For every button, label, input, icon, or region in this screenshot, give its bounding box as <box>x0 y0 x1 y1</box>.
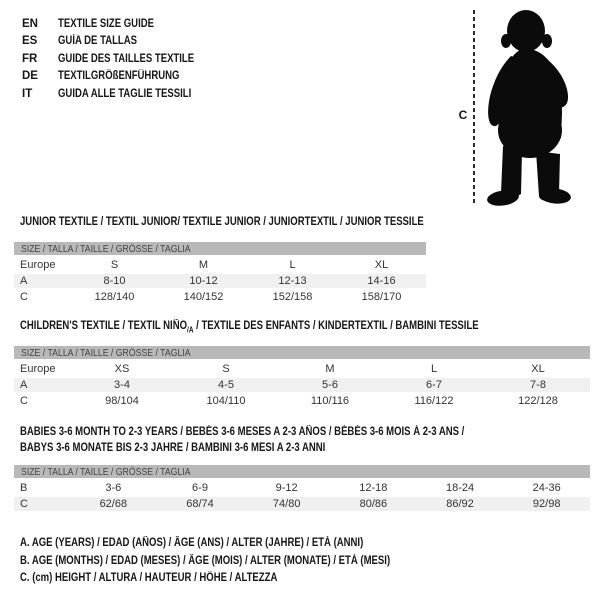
language-legend <box>22 15 222 103</box>
table-cell: M <box>198 259 209 271</box>
guide-title-fr: GUIDE DES TAILLES TEXTILE <box>58 52 195 65</box>
table-cell: 14-16 <box>367 275 396 287</box>
silhouette-ear-left <box>501 34 511 48</box>
table-cell: XS <box>114 363 130 375</box>
table-row-c <box>14 393 590 409</box>
title-text: / TEXTILE DES ENFANTS / KINDERTEXTIL / BAMBINI TESSILE <box>193 320 479 332</box>
table-cell: 6-9 <box>192 482 208 494</box>
footnotes <box>20 535 466 588</box>
row-label: Europe <box>20 259 56 271</box>
table-cell: L <box>430 363 438 375</box>
footnote-a: A. AGE (YEARS) / EDAD (AÑOS) / ÂGE (ANS) / ALTER (JAHRE) / ETÀ (ANNI) <box>20 537 364 549</box>
table-cell: 9-12 <box>275 482 298 494</box>
table-cell: 12-18 <box>359 482 388 494</box>
table-cell: 3-4 <box>114 379 130 391</box>
language-code: DE <box>22 70 38 83</box>
table-cell: 62/68 <box>99 498 128 510</box>
table-cell: 80/86 <box>359 498 388 510</box>
table-cell: S <box>110 259 119 271</box>
legend-row-it <box>22 85 222 103</box>
table-row-a <box>14 273 426 289</box>
table-row-c <box>14 289 426 305</box>
babies-size-table <box>14 465 590 512</box>
table-cell: 86/92 <box>446 498 474 510</box>
size-header-text: SIZE / TALLA / TAILLE / GRÖSSE / TAGLIA <box>21 242 191 255</box>
row-label: C <box>20 291 28 303</box>
table-title-line <box>20 215 506 229</box>
row-label: C <box>20 498 28 510</box>
table-title-line <box>20 319 573 333</box>
table-cell: 7-8 <box>530 379 546 391</box>
table-cell: 128/140 <box>94 291 135 303</box>
height-measure-label: C <box>458 108 468 122</box>
table-cell: 158/170 <box>361 291 402 303</box>
table-cell: 12-13 <box>278 275 307 287</box>
row-label: A <box>20 379 28 391</box>
table-cell: 18-24 <box>445 482 475 494</box>
table-row-c <box>14 496 590 512</box>
silhouette-head <box>507 10 545 52</box>
table-cell: 10-12 <box>189 275 218 287</box>
row-label: C <box>20 395 28 407</box>
guide-title-es: GUÍA DE TALLAS <box>58 35 138 48</box>
babies-table-title <box>20 424 555 456</box>
table-cell: 8-10 <box>103 275 126 287</box>
table-title-line <box>20 424 555 440</box>
children-size-table <box>14 346 590 409</box>
table-cell: 152/158 <box>272 291 313 303</box>
guide-title-it: GUIDA ALLE TAGLIE TESSILI <box>58 87 192 100</box>
language-code: EN <box>22 17 38 30</box>
junior-size-table <box>14 242 426 305</box>
table-cell: 104/110 <box>206 395 246 407</box>
size-header-text: SIZE / TALLA / TAILLE / GRÖSSE / TAGLIA <box>21 346 191 359</box>
table-cell: 6-7 <box>426 379 442 391</box>
guide-title-de: TEXTILGRÖßENFÜHRUNG <box>58 70 180 83</box>
children-table-title <box>20 319 573 333</box>
table-row-b <box>14 480 590 496</box>
table-cell: 24-36 <box>532 482 561 494</box>
title-text: JUNIOR TEXTILE / TEXTIL JUNIOR/ TEXTILE JUNIOR / JUNIORTEXTIL / JUNIOR TESSILE <box>20 216 424 228</box>
table-cell: XL <box>374 259 389 271</box>
table-cell: 140/152 <box>183 291 224 303</box>
table-cell: 110/116 <box>310 395 350 407</box>
toddler-silhouette-icon <box>481 8 577 208</box>
language-code: ES <box>22 35 38 48</box>
table-cell: 92/98 <box>532 498 561 510</box>
table-row-europe <box>14 361 590 377</box>
table-cell: 74/80 <box>272 498 301 510</box>
footnote-b-line <box>20 553 466 571</box>
legend-row-fr <box>22 50 222 68</box>
table-cell: 116/122 <box>414 395 454 407</box>
table-cell: XL <box>531 363 545 375</box>
table-cell: 5-6 <box>322 379 338 391</box>
row-label: A <box>20 275 28 287</box>
table-cell: M <box>325 363 335 375</box>
table-cell: 4-5 <box>218 379 234 391</box>
height-measure-dashed-line <box>473 10 475 206</box>
title-text: CHILDREN'S TEXTILE / TEXTIL NIÑO <box>20 320 188 332</box>
legend-row-de <box>22 68 222 86</box>
legend-row-es <box>22 33 222 51</box>
silhouette-ear-right <box>542 34 552 48</box>
title-text: BABYS 3-6 MONATE BIS 2-3 JAHRE / BAMBINI 3-6 MESI A 2-3 ANNI <box>20 442 326 454</box>
size-header-bar <box>14 346 590 359</box>
language-code: IT <box>22 87 33 100</box>
size-header-bar <box>14 465 590 478</box>
row-label: B <box>20 482 28 494</box>
table-row-europe <box>14 257 426 273</box>
table-cell: 98/104 <box>105 395 139 407</box>
table-cell: 68/74 <box>186 498 214 510</box>
title-text: BABIES 3-6 MONTH TO 2-3 YEARS / BEBÉS 3-6 MESES A 2-3 AÑOS / BÉBÉS 3-6 MOIS À 2-3 ANS / <box>20 426 465 438</box>
row-label: Europe <box>20 363 56 375</box>
table-row-a <box>14 377 590 393</box>
size-header-bar <box>14 242 426 255</box>
size-header-text: SIZE / TALLA / TAILLE / GRÖSSE / TAGLIA <box>21 465 191 478</box>
footnote-c-line <box>20 570 466 588</box>
table-title-line <box>20 440 555 456</box>
table-cell: 122/128 <box>518 395 558 407</box>
table-cell: L <box>289 259 296 271</box>
junior-table-title <box>20 215 506 229</box>
table-cell: S <box>222 363 230 375</box>
title-subscript: /A <box>187 325 194 335</box>
table-cell: 3-6 <box>105 482 122 494</box>
footnote-b: B. AGE (MONTHS) / EDAD (MESES) / ÂGE (MOIS) / ALTER (MONATE) / ETÀ (MESI) <box>20 554 391 567</box>
legend-row-en <box>22 15 222 33</box>
footnote-c: C. (cm) HEIGHT / ALTURA / HAUTEUR / HÖHE / ALTEZZA <box>20 572 278 584</box>
footnote-a-line <box>20 535 466 553</box>
guide-title-en: TEXTILE SIZE GUIDE <box>58 17 154 30</box>
language-code: FR <box>22 52 38 65</box>
